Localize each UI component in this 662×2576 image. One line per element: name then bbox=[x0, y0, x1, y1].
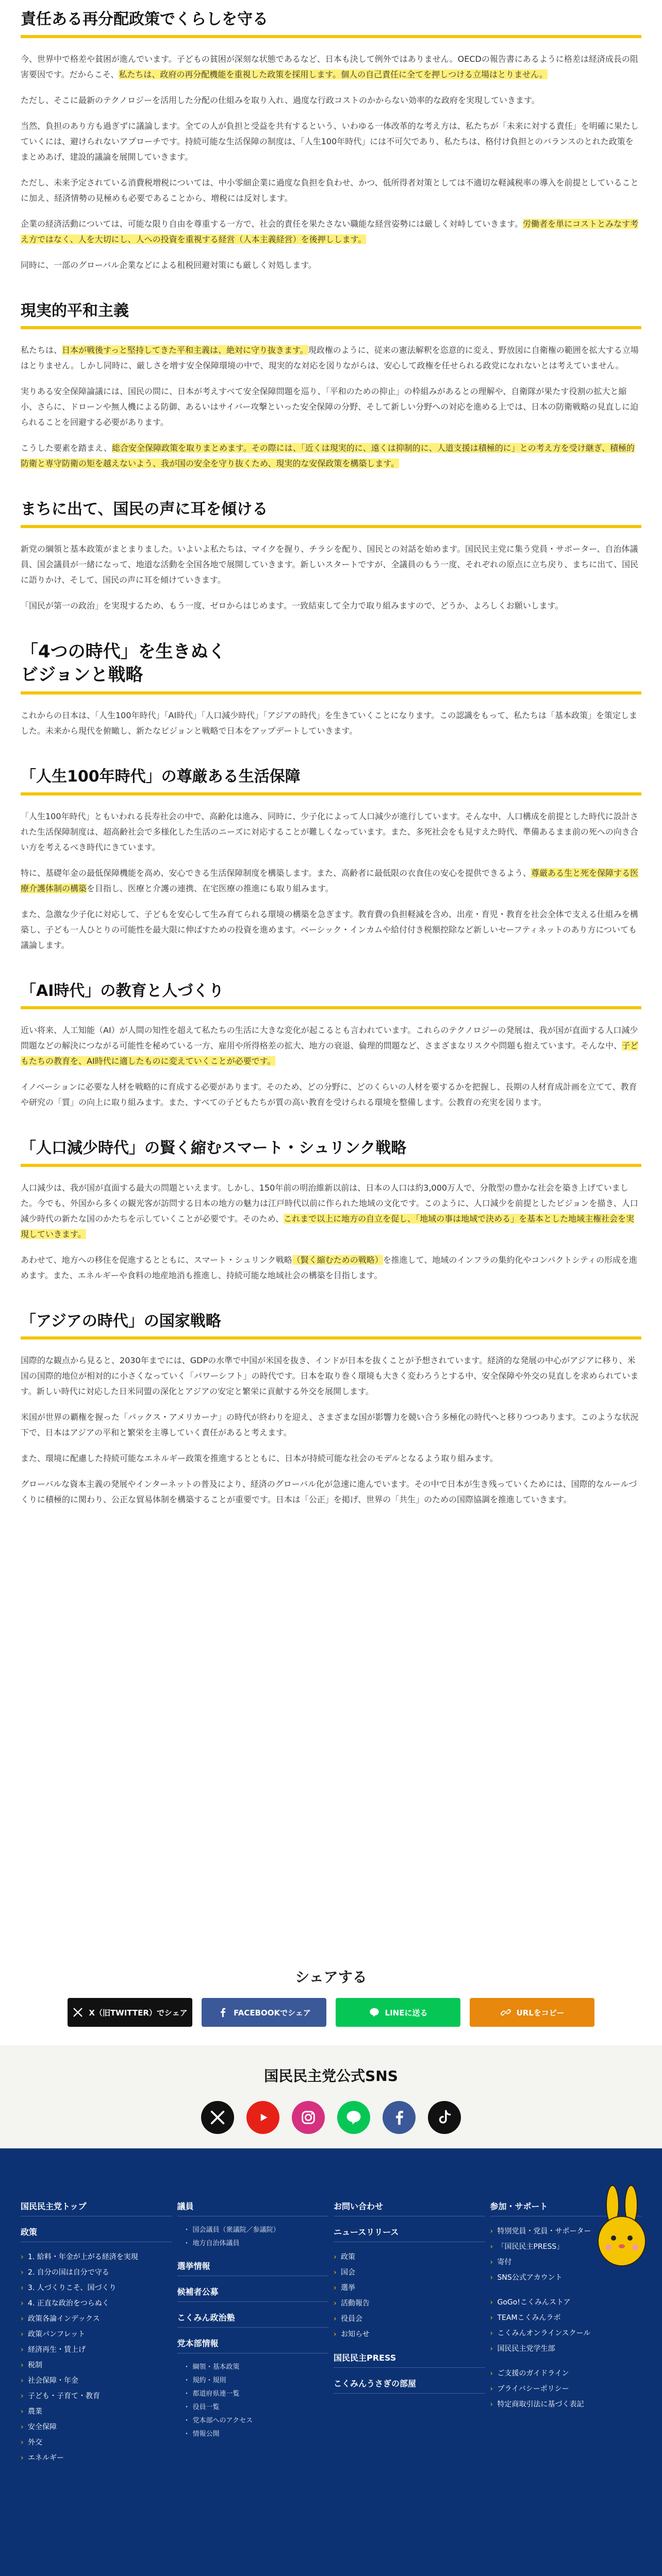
highlighted-text: 尊厳ある生と死を保障する医療介護体制の構築 bbox=[21, 868, 639, 893]
footer-group bbox=[177, 2260, 329, 2276]
section-paragraph bbox=[21, 216, 641, 247]
footer-heading-link[interactable]: 候補者公募 bbox=[177, 2285, 329, 2302]
highlighted-text: これまで以上に地方の自立を促し、「地域の事は地域で決める」を基本とした地域主権社会を実現していきます。 bbox=[21, 1213, 635, 1239]
footer-heading-link[interactable]: こくみん政治塾 bbox=[177, 2311, 329, 2328]
footer-heading-link[interactable]: 選挙情報 bbox=[177, 2260, 329, 2276]
footer-group bbox=[334, 2377, 485, 2394]
footer-link[interactable]: › 税制 bbox=[21, 2358, 172, 2373]
share-button-label: X（旧TWITTER）でシェア bbox=[89, 2008, 188, 2018]
footer-heading-link[interactable]: ニュースリリース bbox=[334, 2226, 485, 2242]
section-heading: 「AI時代」の教育と人づくり bbox=[21, 980, 641, 1010]
footer-link[interactable]: › 寄付 bbox=[490, 2255, 642, 2270]
section-paragraph bbox=[21, 52, 641, 82]
paragraph-text: 人口減少は、我が国が直面する最大の問題といえます。しかし、150年前の明治維新以前は、日本の人口は約3,000万人で、分散型の豊かな社会を築き上げていました。今でも、外国から多くの観光客が訪問する日本の地方の魅力は江戸時代以前に作られた地域の文化です。このように、人口減少を前提としたビジョンを描き、人口減少時代の新たな国のかたちを示していくことが必要です。そのため、 bbox=[21, 1182, 638, 1224]
facebook-icon[interactable] bbox=[383, 2101, 416, 2134]
paragraph-text: ただし、未来予定されている消費税増税については、中小零細企業に過度な負担を負わせ、かつ、低所得者対策としては不適切な軽減税率の導入を前提としていることに加え、経済情勢の見極めも必要であることから、増税には反対します。 bbox=[21, 177, 639, 203]
footer-heading-link[interactable]: 国民民主党トップ bbox=[21, 2200, 172, 2216]
footer-sublink[interactable]: ・ 役員一覧 bbox=[177, 2401, 329, 2414]
footer-group bbox=[177, 2200, 329, 2250]
sns-band bbox=[0, 2045, 662, 2148]
section-paragraph bbox=[21, 440, 641, 471]
facebook-icon bbox=[217, 2007, 228, 2018]
footer-sublink[interactable]: ・ 綱領・基本政策 bbox=[177, 2361, 329, 2374]
section-heading: 「アジアの時代」の国家戦略 bbox=[21, 1310, 641, 1340]
x-icon[interactable] bbox=[201, 2101, 234, 2134]
footer-link[interactable]: › 国会 bbox=[334, 2265, 485, 2280]
section-paragraph bbox=[21, 1451, 641, 1466]
footer-link[interactable]: › 「国民民主PRESS」 bbox=[490, 2239, 642, 2255]
footer-link[interactable]: › 社会保障・年金 bbox=[21, 2373, 172, 2388]
link-icon bbox=[500, 2007, 511, 2018]
line-icon bbox=[369, 2007, 380, 2018]
policy-section bbox=[21, 640, 641, 739]
footer-sublink[interactable]: ・ 党本部へのアクセス bbox=[177, 2414, 329, 2428]
paragraph-text: 「人生100年時代」ともいわれる長寿社会の中で、高齢化は進み、同時に、少子化によって人口減少が進行しています。そんな中、人口構成を前提とした時代に設計された生活保障制度は、超高齢社会で多様化した生活のニーズに対応することが難しくなっています。また、多死社会をも見すえた時代、準備あるまま前の死への向き合い方を考えるべき時代にきています。 bbox=[21, 811, 638, 852]
footer-sublink[interactable]: ・ 地方自治体議員 bbox=[177, 2237, 329, 2250]
footer-link[interactable]: › お知らせ bbox=[334, 2327, 485, 2342]
footer-link[interactable]: › 経済再生・賃上げ bbox=[21, 2342, 172, 2358]
site-footer bbox=[0, 2148, 662, 2576]
highlighted-text: （賢く縮むための戦略） bbox=[292, 1255, 383, 1265]
policy-section bbox=[21, 300, 641, 472]
paragraph-text: また、環境に配慮した持続可能なエネルギー政策を推進するとともに、日本が持続可能な社会のモデルとなるよう取り組みます。 bbox=[21, 1453, 498, 1464]
footer-sublink[interactable]: ・ 情報公開 bbox=[177, 2428, 329, 2441]
section-paragraph bbox=[21, 1410, 641, 1440]
footer-link[interactable]: › ご支援のガイドライン bbox=[490, 2366, 642, 2381]
share-button[interactable] bbox=[68, 1998, 192, 2027]
section-heading: 「人口減少時代」の賢く縮むスマート・シュリンク戦略 bbox=[21, 1137, 641, 1167]
share-button[interactable] bbox=[336, 1998, 460, 2027]
footer-link[interactable]: › 活動報告 bbox=[334, 2296, 485, 2311]
paragraph-text: 私たちは、 bbox=[21, 345, 62, 355]
footer-columns bbox=[0, 2148, 662, 2475]
paragraph-text: あわせて、地方への移住を促進するとともに、スマート・シュリンク戦略 bbox=[21, 1255, 292, 1265]
footer-heading-link[interactable]: 参加・サポート bbox=[490, 2200, 642, 2216]
footer-group bbox=[490, 2366, 642, 2412]
paragraph-text: 米国が世界の覇権を握った「パックス・アメリカーナ」の時代が終わりを迎え、さまざまな国が影響力を競い合う多極化の時代へと移りつつあります。このような状況下で、日本はアジアの平和と繁栄を主導していく責任があると考えます。 bbox=[21, 1412, 639, 1438]
highlighted-text: 私たちは、政府の再分配機能を重視した政策を採用します。個人の自己責任に全てを押しつける立場はとりません。 bbox=[119, 69, 548, 79]
footer-link[interactable]: › 国民民主党学生部 bbox=[490, 2341, 642, 2357]
sns-title: 国民民主党公式SNS bbox=[264, 2067, 398, 2084]
footer-group bbox=[334, 2226, 485, 2342]
footer-group bbox=[177, 2337, 329, 2441]
section-paragraph bbox=[21, 598, 641, 614]
paragraph-text: また、急激な少子化に対応して、子どもを安心して生み育てられる環境の構築を急ぎます。教育費の負担軽減を含め、出産・育児・教育を社会全体で支える仕組みを構築し、子ども一人ひとりの可能性を最大限に伸ばすための投資を進めます。ベーシック・インカムや給付付き税額控除など新しいセーフティネットのあり方についても議論します。 bbox=[21, 909, 638, 950]
footer-link[interactable]: › 1. 給料・年金が上がる経済を実現 bbox=[21, 2249, 172, 2265]
footer-group bbox=[177, 2285, 329, 2302]
footer-group bbox=[177, 2311, 329, 2328]
paragraph-text: を推進して、地域のインフラの集約化やコンパクトシティの形成を進めます。また、エネルギーや食料の地産地消も推進し、持続可能な地域社会の構築を目指します。 bbox=[21, 1255, 638, 1280]
footer-link[interactable]: › 政策各論インデックス bbox=[21, 2311, 172, 2327]
section-paragraph bbox=[21, 541, 641, 588]
section-heading: 現実的平和主義 bbox=[21, 300, 641, 330]
footer-link[interactable]: › 特定商取引法に基づく表記 bbox=[490, 2397, 642, 2412]
section-paragraph bbox=[21, 93, 641, 108]
highlighted-text: 労働者を単にコストとみなす考え方ではなく、人を大切にし、人への投資を重視する経営（人本主義経営）を後押しします。 bbox=[21, 218, 639, 244]
share-button-label: FACEBOOKでシェア bbox=[234, 2008, 311, 2018]
policy-section bbox=[21, 1137, 641, 1283]
footer-link[interactable]: › エネルギー bbox=[21, 2450, 172, 2466]
section-paragraph bbox=[21, 809, 641, 855]
section-paragraph bbox=[21, 343, 641, 374]
footer-link[interactable]: › プライバシーポリシー bbox=[490, 2381, 642, 2397]
section-paragraph bbox=[21, 907, 641, 953]
footer-group bbox=[334, 2351, 485, 2368]
highlighted-text: 日本が戦後すっと堅持してきた平和主義は、絶対に守り抜きます。 bbox=[62, 345, 308, 355]
footer-link[interactable]: › 4. 正直な政治をつらぬく bbox=[21, 2296, 172, 2311]
footer-link[interactable]: › 子ども・子育て・教育 bbox=[21, 2388, 172, 2404]
footer-link[interactable]: › TEAMこくみんラボ bbox=[490, 2310, 642, 2326]
footer-heading-link[interactable]: 政策 bbox=[21, 2226, 172, 2242]
section-heading: まちに出て、国民の声に耳を傾ける bbox=[21, 498, 641, 528]
highlighted-text: 子どもたちの教育を、AI時代に適したものに変えていくことが必要です。 bbox=[21, 1041, 639, 1066]
footer-group bbox=[490, 2295, 642, 2357]
paragraph-text: イノベーションに必要な人材を戦略的に育成する必要があります。そのため、どの分野に、どのくらいの人材を要するかを把握し、長期の人材育成計画を立てて、教育や研究の「質」の向上に取り組みます。また、すべての子どもたちが質の高い教育を受けられる環境を整備します。公教育の充実を図ります。 bbox=[21, 1082, 637, 1108]
footer-heading-link[interactable]: お問い合わせ bbox=[334, 2200, 485, 2216]
policy-section bbox=[21, 8, 641, 273]
x-icon bbox=[72, 2007, 84, 2018]
section-heading: 「人生100年時代」の尊厳ある生活保障 bbox=[21, 766, 641, 795]
paragraph-text: 企業の経済活動については、可能な限り自由を尊重する一方で、社会的責任を果たさない職能な経営姿勢には厳しく対峙していきます。 bbox=[21, 218, 523, 229]
sns-icons bbox=[0, 2101, 662, 2134]
footer-sublink[interactable]: ・ 国会議員（衆議院／参議院） bbox=[177, 2224, 329, 2237]
footer-link[interactable]: › 2. 自分の国は自分で守る bbox=[21, 2265, 172, 2280]
policy-section bbox=[21, 766, 641, 953]
footer-link[interactable]: › 政策パンフレット bbox=[21, 2327, 172, 2342]
paragraph-text: 同時に、一部のグローバル企業などによる租税回避対策にも厳しく対処します。 bbox=[21, 260, 317, 270]
section-heading: 「4つの時代」を生きぬく ビジョンと戦略 bbox=[21, 640, 641, 695]
footer-column bbox=[21, 2200, 172, 2475]
paragraph-text: を目指し、医療と介護の連携、在宅医療の推進にも取り組みます。 bbox=[87, 883, 334, 893]
paragraph-text: 実りある安全保障論議には、国民の間に、日本が考えすべて安全保障問題を巡り、「平和のための抑止」の枠組みがあるとの理解や、自衛隊が果たす役割の拡大と縮小、さらに、ドローンや無人機による防御、あるいはサイバー攻撃といった安全保障の分野、そして新しい分野への対応を進める上では、日本の防衛戦略の見直しに迫られることを回避する必要があります。 bbox=[21, 386, 639, 427]
section-paragraph bbox=[21, 1079, 641, 1110]
tiktok-icon[interactable] bbox=[428, 2101, 461, 2134]
paragraph-text: 「国民が第一の政治」を実現するため、もう一度、ゼロからはじめます。一致結束して全力で取り組みますので、どうか、よろしくお願いします。 bbox=[21, 600, 564, 611]
footer-link[interactable]: › 安全保障 bbox=[21, 2419, 172, 2435]
paragraph-text: これからの日本は、「人生100年時代」「AI時代」「人口減少時代」「アジアの時代」を生きていくことになります。この認識をもって、私たちは「基本政策」を策定しました。未来から現代を俯瞰し、新たなビジョンと戦略で日本をアップデートしていきます。 bbox=[21, 710, 637, 736]
share-button[interactable] bbox=[202, 1998, 326, 2027]
footer-link[interactable]: › 政策 bbox=[334, 2249, 485, 2265]
paragraph-text: グローバルな資本主義の発展やインターネットの普及により、経済のグローバル化が急速に進んでいます。その中で日本が生き残っていくためには、国際的なルールづくりに積極的に関わり、公正な貿易体制を構築することが重要です。日本は「公正」を掲げ、世界の「共生」のための国際協調を推進していきます。 bbox=[21, 1479, 637, 1505]
rabbit-mascot-icon bbox=[591, 2184, 653, 2272]
section-paragraph bbox=[21, 866, 641, 896]
share-button[interactable] bbox=[470, 1998, 594, 2027]
section-paragraph bbox=[21, 1252, 641, 1283]
section-paragraph bbox=[21, 1023, 641, 1069]
section-paragraph bbox=[21, 708, 641, 739]
footer-column bbox=[177, 2200, 329, 2475]
footer-heading-link[interactable]: こくみんうさぎの部屋 bbox=[334, 2377, 485, 2394]
footer-heading-link[interactable]: 議員 bbox=[177, 2200, 329, 2216]
footer-sublink[interactable]: ・ 規約・規則 bbox=[177, 2374, 329, 2387]
section-paragraph bbox=[21, 258, 641, 273]
section-paragraph bbox=[21, 175, 641, 206]
share-button-label: URLをコピー bbox=[516, 2008, 565, 2018]
footer-column bbox=[334, 2200, 485, 2475]
share-section bbox=[21, 1942, 641, 2027]
section-paragraph bbox=[21, 1180, 641, 1242]
footer-link[interactable]: › 役員会 bbox=[334, 2311, 485, 2327]
footer-link[interactable]: › SNS公式アカウント bbox=[490, 2270, 642, 2285]
youtube-icon[interactable] bbox=[246, 2101, 279, 2134]
paragraph-text: 今、世界中で格差や貧困が進んでいます。子どもの貧困が深刻な状態であるなど、日本も決して例外ではありません。OECDの報告書にあるように格差は経済成長の阻害要因です。だからこそ、 bbox=[21, 54, 638, 79]
paragraph-text: 近い将来、人工知能（AI）が人間の知性を超えて私たちの生活に大きな変化が起こるとも言われています。これらのテクノロジーの発展は、我が国が直面する人口減少問題などの解決につながる可能性を秘めている一方、雇用や所得格差の拡大、地方の衰退、倫理的問題など、さまざまなリスクや問題も抱えています。そんな中、 bbox=[21, 1025, 638, 1051]
paragraph-text: 現政権のように、従来の憲法解釈を恣意的に変え、野放図に自衛権の範囲を拡大する立場はとりません。しかし同時に、厳しさを増す安全保障環境の中で、現実的な対応を図りながらは、安心して政権を任せられる政党になれないとは考えていません。 bbox=[21, 345, 639, 370]
paragraph-text: 特に、基礎年金の最低保障機能を高め、安心できる生活保障制度を構築します。また、高齢者に最低限の衣食住の安心を提供できるよう、 bbox=[21, 868, 532, 878]
footer-heading-link[interactable]: 国民民主PRESS bbox=[334, 2351, 485, 2368]
line-icon[interactable] bbox=[337, 2101, 370, 2134]
paragraph-text: こうした要素を踏まえ、 bbox=[21, 443, 112, 453]
footer-heading-link[interactable]: 党本部情報 bbox=[177, 2337, 329, 2353]
footer-group bbox=[334, 2200, 485, 2216]
section-paragraph bbox=[21, 384, 641, 430]
policy-section bbox=[21, 498, 641, 614]
footer-link[interactable]: › こくみんオンラインスクール bbox=[490, 2326, 642, 2341]
instagram-icon[interactable] bbox=[292, 2101, 325, 2134]
paragraph-text: ただし、そこに最新のテクノロジーを活用した分配の仕組みを取り入れ、過度な行政コストのかからない効率的な政府を実現していきます。 bbox=[21, 95, 540, 105]
paragraph-text: 国際的な観点から見ると、2030年までには、GDPの水準で中国が米国を抜き、インドが日本を抜くことが予想されています。経済的な発展の中心がアジアに移り、米国の国際的地位が相対的に小さくなっていく「パワーシフト」の時代です。日本を取り巻く環境も大きく変わろうとする中、安全保障や外交の見直しを求められています。新しい時代に対応した日米同盟の深化とアジアの安定と繁栄に貢献する外交を展開します。 bbox=[21, 1355, 639, 1397]
paragraph-text: 当然、負担のあり方も過ぎずに議論します。全ての人が負担と受益を共有するという、いわゆる一体改革的な考え方は、私たちが「未来に対する責任」を明確に果たしていくには、避けられないアプローチです。持続可能な生活保障の制度は、「人生100年時代」には不可欠であり、私たちは、格付け負担とのバランスのとれた政策をまとめあげ、建設的議論を展開していきます。 bbox=[21, 121, 639, 162]
paragraph-text: 新党の綱領と基本政策がまとまりました。いよいよ私たちは、マイクを握り、チラシを配り、国民との対話を始めます。国民民主党に集う党員・サポーター、自治体議員、国会議員が一緒になって、地道な活動を全国各地で展開していきます。新しいスタートですが、全議員のもう一度、それぞれの原点に立ち戻り、まちに出て、国民に語りかけ、そして、国民の声に耳を傾けていきます。 bbox=[21, 544, 639, 585]
policy-section bbox=[21, 1310, 641, 1508]
main-content bbox=[21, 0, 641, 1507]
footer-group bbox=[21, 2200, 172, 2216]
footer-link[interactable]: › 外交 bbox=[21, 2435, 172, 2450]
footer-link[interactable]: › 選挙 bbox=[334, 2280, 485, 2296]
footer-link[interactable]: › 3. 人づくりこそ、国づくり bbox=[21, 2280, 172, 2296]
share-title: シェアする bbox=[295, 1969, 367, 1986]
section-paragraph bbox=[21, 1477, 641, 1507]
policy-section bbox=[21, 980, 641, 1111]
share-buttons bbox=[21, 1998, 641, 2027]
footer-link[interactable]: › GoGo!こくみんストア bbox=[490, 2295, 642, 2310]
share-button-label: LINEに送る bbox=[385, 2008, 428, 2018]
section-paragraph bbox=[21, 1353, 641, 1399]
footer-link[interactable]: › 農業 bbox=[21, 2404, 172, 2419]
footer-link[interactable]: › 特別党員・党員・サポーター bbox=[490, 2224, 642, 2239]
footer-sublink[interactable]: ・ 都道府県連一覧 bbox=[177, 2387, 329, 2401]
highlighted-text: 総合安全保障政策を取りまとめます。その際には、「近くは現実的に、遠くは抑制的に、人道支援は積極的に」との考え方を受け継ぎ、積極的防衛と専守防衛の矩を越えないよう、我が国の安全を守り抜くため、現実的な安保政策を構築します。 bbox=[21, 443, 635, 468]
section-paragraph bbox=[21, 118, 641, 165]
footer-group bbox=[21, 2226, 172, 2466]
section-heading: 責任ある再分配政策でくらしを守る bbox=[21, 8, 641, 38]
